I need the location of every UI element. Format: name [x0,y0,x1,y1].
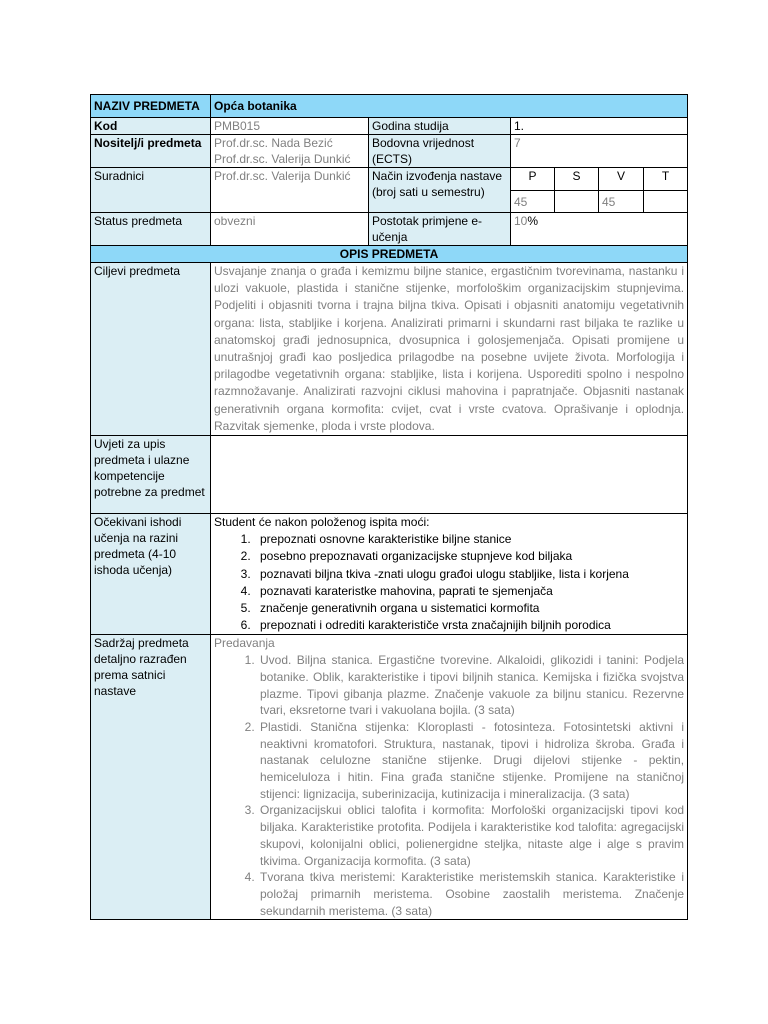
outcome-item: 4. poznavati karateristke mahovina, paprati te sjemenjača [254,583,684,600]
lectures-list [214,652,684,919]
outcome-item: 2. posebno prepoznavati organizacijske stupnjeve kod biljaka [254,548,684,565]
lecture-item: 4. Tvorana tkiva meristemi: Karakteristike meristemskih stanica. Karakteristike i položaj primarnih meristema. Osobine zaostalih meristema. Značenje sekundarnih meristema. (3 sata) [258,869,684,919]
goals-text: Usvajanje znanja o građa i kemizmu biljne stanice, ergastičnim tvorevinama, nastanku i ulozi vakuole, plastida i stanične stijenke, morfološkim organizacijskim stupnjevima. Podjeliti i objasniti tvorna i trajna biljna tkiva. Opisati i objasniti anatomiju vegetativnih organa: lista, stabljike i korjena. Analizirati primarni i skundarni rast biljaka te razlike u anatomskoj građi jednosupnica, dvosupnica i golosjemenjača. Opisati promijene u unutrašnjoj građi kao posljedica prilagodbe na posebne uvijete života. Morfologija i prilagodbe vegetativnih organa: stabljike, lista i korijena. Usporediti spolno i nespolno razmnožavanje. Analizirati razvojni ciklusi mahovina i papratnjače. Objasniti nastanak generativnih organa kormofita: cvijet, cvat i vrste cvatova. Oprašivanje i oplodnja. Razvitak sjemenke, ploda i vrste plodova. [211,263,688,436]
lecturer-row [91,135,688,168]
content-row [91,635,688,920]
associates-value: Prof.dr.sc. Valerija Dunkić [211,168,369,213]
lecture-item: 3. Organizacijskui oblici talofita i kormofita: Morfološki organizacijski tipovi kod biljaka. Karakteristike protofita. Podijela i karakteristike kod talofita: agregacijski skupovi, kolonijalni oblici, polienergidne steljka, nitaste alge i alge s pravim tkivima. Organizacija kormofita. (3 sata) [258,802,684,869]
year-value: 1. [511,118,688,135]
outcomes-row [91,514,688,635]
content-label: Sadržaj predmeta detaljno razrađen prema satnici nastave [91,635,211,920]
year-label: Godina studija [369,118,511,135]
lecturer-label: Nositelj/i predmeta [91,135,211,168]
hours-value-p: 45 [511,191,555,213]
goals-label: Ciljevi predmeta [91,263,211,436]
hours-header-p: P [511,168,555,191]
lecturer-2: Prof.dr.sc. Valerija Dunkić [214,152,351,166]
teaching-method-label: Način izvođenja nastave (broj sati u semestru) [369,168,511,213]
lecturer-1: Prof.dr.sc. Nada Bezić [214,136,333,150]
hours-value-v: 45 [599,191,644,213]
section-title: OPIS PREDMETA [91,246,688,263]
prerequisites-label: Uvjeti za upis predmeta i ulazne kompetencije potrebne za predmet [91,436,211,514]
outcomes-label: Očekivani ishodi učenja na razini predmeta (4-10 ishoda učenja) [91,514,211,635]
teaching-header-row [91,168,688,191]
associates-label: Suradnici [91,168,211,213]
lecture-item: 1. Uvod. Biljna stanica. Ergastične tvorevine. Alkaloidi, glikozidi i tanini: Podjela botanike. Oblik, karakteristike i tipovi biljnih stanica. Kemijska i fizička svojstva plazme. Tipovi gibanja plazme. Značenje vakuole za biljnu stanicu. Rezervne tvari, eksretorne tvari i vakuolana bojila. (3 sata) [258,652,684,719]
elearning-unit: % [527,214,539,228]
title-row [91,95,688,118]
outcome-item: 3. poznavati biljna tkiva -znati ulogu građoi ulogu stabljike, lista i korjena [254,566,684,583]
outcomes-intro: Student će nakon položenog ispita moći: [214,515,430,530]
hours-header-s: S [555,168,599,191]
code-row [91,118,688,135]
outcome-item: 1. prepoznati osnovne karakteristike biljne stanice [254,531,684,548]
course-document [90,94,687,920]
goals-row [91,263,688,436]
status-row [91,213,688,246]
code-label: Kod [91,118,211,135]
lecture-item: 2. Plastidi. Stanična stijenka: Kloroplasti - fotosinteza. Fotosintetski aktivni i neaktivni kromatofori. Struktura, nastanak, tipovi i hidroliza škroba. Građa i nastanak celulozne stanične stijenke. Drugi dijelovi stijenke - pektin, hemiceluloza i hitin. Fina građa stanične stijenke. Promijene na staničnoj stijenci: lignizacija, suberinizacija, kutinizacija i mineralizacija. (3 sata) [258,719,684,803]
hours-value-s [555,191,599,213]
content-text [211,635,688,920]
outcomes-list [214,531,684,634]
lecturer-value [211,135,369,168]
status-label: Status predmeta [91,213,211,246]
hours-value-t [644,191,688,213]
elearning-label: Postotak primjene e-učenja [369,213,511,246]
ects-label: Bodovna vrijednost (ECTS) [369,135,511,168]
code-value: PMB015 [211,118,369,135]
elearning-number: 10 [514,214,528,228]
outcomes-content [211,514,688,635]
lectures-heading: Predavanja [214,636,275,651]
hours-header-t: T [644,168,688,191]
section-row [91,246,688,263]
elearning-value [511,213,688,246]
prerequisites-value [211,436,688,514]
status-value: obvezni [211,213,369,246]
ects-value: 7 [511,135,688,168]
hours-header-v: V [599,168,644,191]
outcome-item: 6. prepoznati i odrediti karakterističe vrsta značajnijih biljnih porodica [254,617,684,634]
course-name-value: Opća botanika [211,95,688,118]
outcome-item: 5. značenje generativnih organa u sistematici kormofita [254,600,684,617]
course-name-label: NAZIV PREDMETA [91,95,211,118]
course-table [90,94,688,920]
prerequisites-row [91,436,688,514]
